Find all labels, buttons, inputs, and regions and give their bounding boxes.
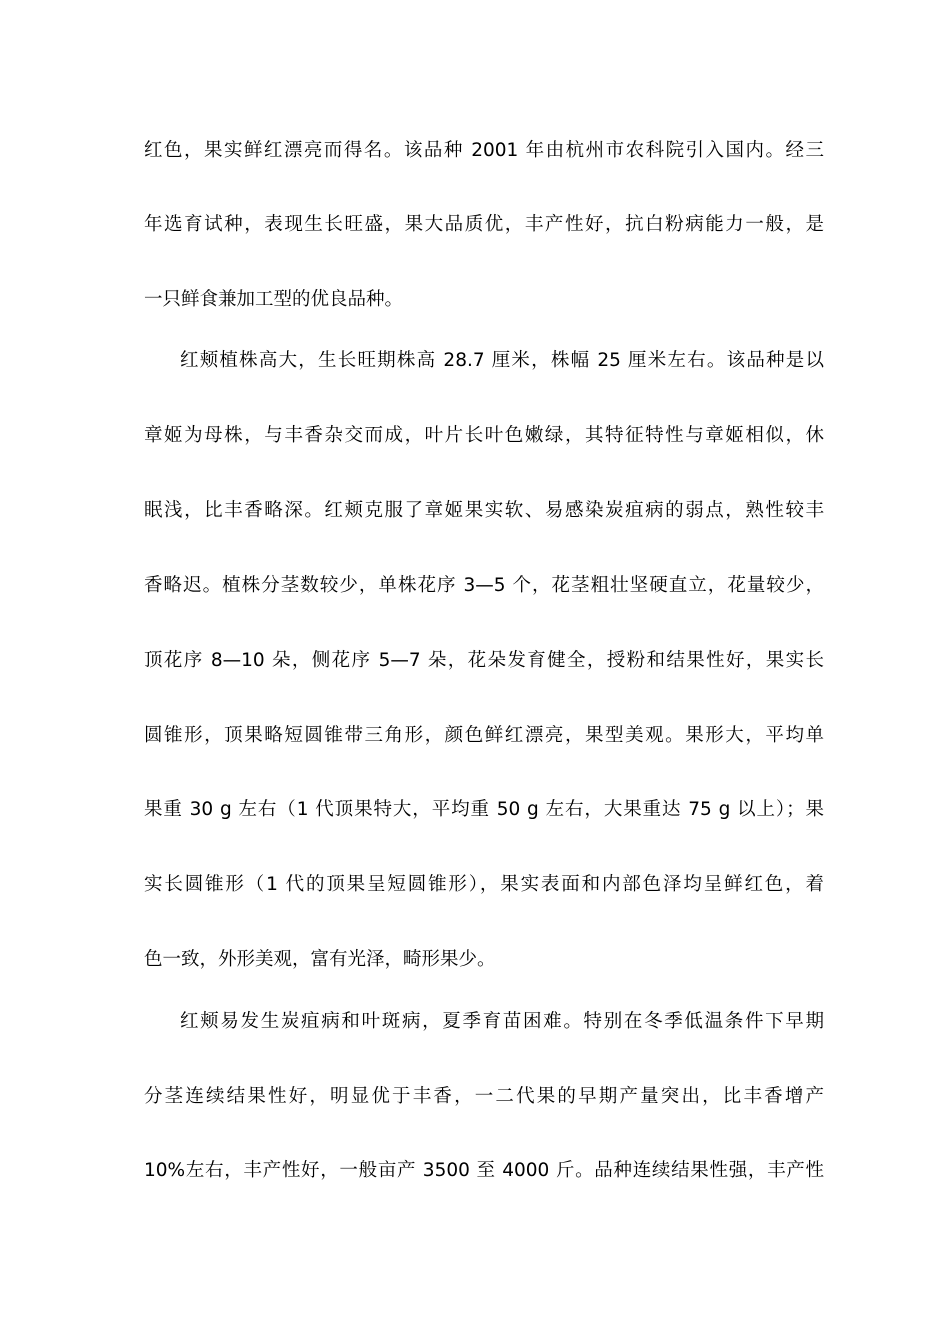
text-line: 分茎连续结果性好，明显优于丰香，一二代果的早期产量突出，比丰香增产 [144,1086,824,1107]
text-line: 一只鲜食兼加工型的优良品种。 [144,289,404,310]
text-line: 顶花序 8—10 朵，侧花序 5—7 朵，花朵发育健全，授粉和结果性好，果实长 [144,650,824,671]
text-line: 圆锥形，顶果略短圆锥带三角形，颜色鲜红漂亮，果型美观。果形大，平均单 [144,725,824,746]
text-line: 10%左右，丰产性好，一般亩产 3500 至 4000 斤。品种连续结果性强，丰产性 [144,1160,824,1181]
text-line: 实长圆锥形（1 代的顶果呈短圆锥形），果实表面和内部色泽均呈鲜红色，着 [144,874,824,895]
text-line: 红色，果实鲜红漂亮而得名。该品种 2001 年由杭州市农科院引入国内。经三 [144,140,824,161]
text-line: 红颊植株高大，生长旺期株高 28.7 厘米，株幅 25 厘米左右。该品种是以 [180,350,824,371]
text-line: 色一致，外形美观，富有光泽，畸形果少。 [144,949,496,970]
text-line: 眠浅，比丰香略深。红颊克服了章姬果实软、易感染炭疽病的弱点，熟性较丰 [144,500,824,521]
text-line: 果重 30 g 左右（1 代顶果特大，平均重 50 g 左右，大果重达 75 g 以上）；果 [144,799,824,820]
text-line: 红颊易发生炭疽病和叶斑病，夏季育苗困难。特别在冬季低温条件下早期 [180,1011,824,1032]
text-line: 香略迟。植株分茎数较少，单株花序 3—5 个，花茎粗壮坚硬直立，花量较少， [144,575,824,596]
text-line: 年选育试种，表现生长旺盛，果大品质优，丰产性好，抗白粉病能力一般，是 [144,214,824,235]
text-line: 章姬为母株，与丰香杂交而成，叶片长叶色嫩绿，其特征特性与章姬相似，休 [144,425,824,446]
